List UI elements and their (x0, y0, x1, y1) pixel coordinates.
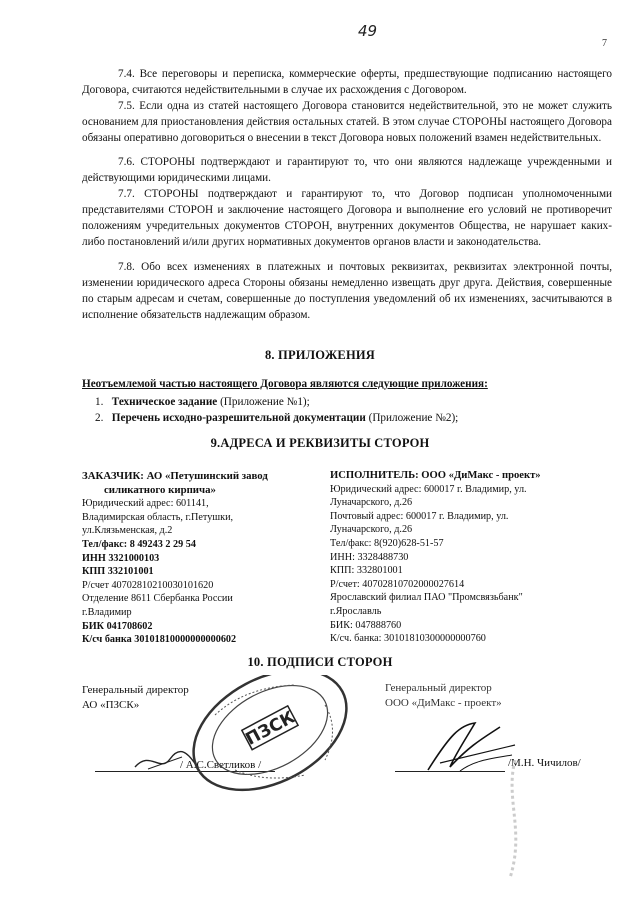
contractor-line: Юридический адрес: 600017 г. Владимир, ул. (330, 483, 527, 495)
customer-line: Юридический адрес: 601141, (82, 498, 209, 510)
contractor-line: Тел/факс: 8(920)628-51-57 (330, 537, 444, 549)
customer-line: Отделение 8611 Сбербанка России (82, 593, 233, 605)
appendix-item-1: 1. Техническое задание (Приложение №1); (95, 396, 310, 408)
customer-line: ИНН 3321000103 (82, 552, 160, 564)
customer-signatory-role: Генеральный директор (82, 684, 189, 696)
customer-heading-2: силикатного кирпича» (104, 483, 216, 496)
page-number: 7 (602, 38, 607, 49)
contractor-line: Р/счет: 40702810702000027614 (330, 578, 465, 590)
appendix-item-2: 2. Перечень исходно-разрешительной документации (Приложение №2); (95, 412, 459, 424)
contractor-line: БИК: 047888760 (330, 619, 402, 631)
clause-7-8: 7.8. Обо всех изменениях в платежных и почтовых реквизитах, реквизитах электронной почты, изменении юридического адреса Стороны обязаны немедленно извещать друг друга. Действия, совершенные по старым адресам и счетам, совершенные до поступления уведомлений об их изменениях, засчитываются в исполнение обязательств надлежащим образом. (82, 261, 613, 321)
customer-line: Р/счет 40702810210030101620 (82, 579, 214, 591)
section-8-title: 8. ПРИЛОЖЕНИЯ (264, 348, 376, 362)
contractor-details (330, 469, 541, 646)
customer-line: КПП 332101001 (82, 566, 154, 578)
contractor-heading: ИСПОЛНИТЕЛЬ: ООО «ДиМакс - проект» (330, 470, 541, 481)
contractor-signatory-name: /М.Н. Чичилов/ (508, 757, 581, 769)
customer-line: г.Владимир (82, 606, 132, 618)
contractor-signatory (385, 681, 502, 711)
contractor-line: КПП: 332801001 (330, 565, 403, 577)
section-9-title: 9.АДРЕСА И РЕКВИЗИТЫ СТОРОН (210, 436, 430, 450)
contractor-line: Ярославский филиал ПАО "Промсвязьбанк" (330, 592, 523, 604)
customer-signatory-org: АО «ПЗСК» (82, 699, 140, 711)
contractor-line: ИНН: 3328488730 (330, 551, 409, 563)
clause-7-7: 7.7. СТОРОНЫ подтверждают и гарантируют то, что Договор подписан уполномоченными представителями СТОРОН и заключение настоящего Договора и выполнение его условий не противоречит положениям учредительных документов СТОРОН, внутренних документов Общества, не нарушает каких-либо постановлений и/или других нормативных документов органов власти и законодательства. (82, 188, 613, 248)
clause-7-5: 7.5. Если одна из статей настоящего Договора становится недействительной, это не может служить основанием для приостановления действия остальных статей. В этом случае СТОРОНЫ настоящего Договора обязаны оперативно договориться о внесении в текст Договора новых положений взамен недействительных. (82, 100, 612, 144)
customer-details (82, 470, 268, 647)
contractor-line: Луначарского, д.26 (330, 524, 413, 536)
section-10-title: 10. ПОДПИСИ СТОРОН (247, 655, 393, 669)
appendix-intro: Неотъемлемой частью настоящего Договора являются следующие приложения: (82, 378, 488, 390)
contractor-line: Луначарского, д.26 (330, 497, 413, 509)
customer-line: К/сч банка 30101810000000000602 (82, 634, 237, 646)
handwritten-page-number: 49 (358, 22, 378, 40)
company-stamp (175, 675, 365, 795)
stamp-text: ПЗСК (242, 707, 299, 750)
clause-7-6: 7.6. СТОРОНЫ подтверждают и гарантируют то, что они являются надлежаще учрежденными и действующими юридическими лицами. (82, 156, 613, 184)
contractor-line: Почтовый адрес: 600017 г. Владимир, ул. (330, 510, 509, 522)
customer-line: Владимирская область, г.Петушки, (82, 511, 234, 523)
contractor-signatory-org: ООО «ДиМакс - проект» (385, 697, 502, 709)
contractor-line: г.Ярославль (330, 605, 382, 617)
contractor-line: К/сч. банка: 30101810300000000760 (330, 633, 486, 645)
customer-line: Тел/факс: 8 49243 2 29 54 (82, 538, 196, 550)
stamp-bleed-mark (500, 760, 530, 880)
contractor-signatory-role: Генеральный директор (385, 682, 492, 694)
customer-signatory-name: / А.С.Светликов / (180, 759, 262, 771)
customer-line: БИК 041708602 (82, 620, 153, 632)
customer-signatory (82, 683, 189, 713)
customer-heading-1: ЗАКАЗЧИК: АО «Петушинский завод (82, 470, 268, 482)
clause-7-4: 7.4. Все переговоры и переписка, коммерческие оферты, предшествующие подписанию настоящего Договора, считаются недействительными в случае их расхождения с Договором. (82, 68, 612, 96)
customer-line: ул.Клязьменская, д.2 (82, 525, 173, 537)
